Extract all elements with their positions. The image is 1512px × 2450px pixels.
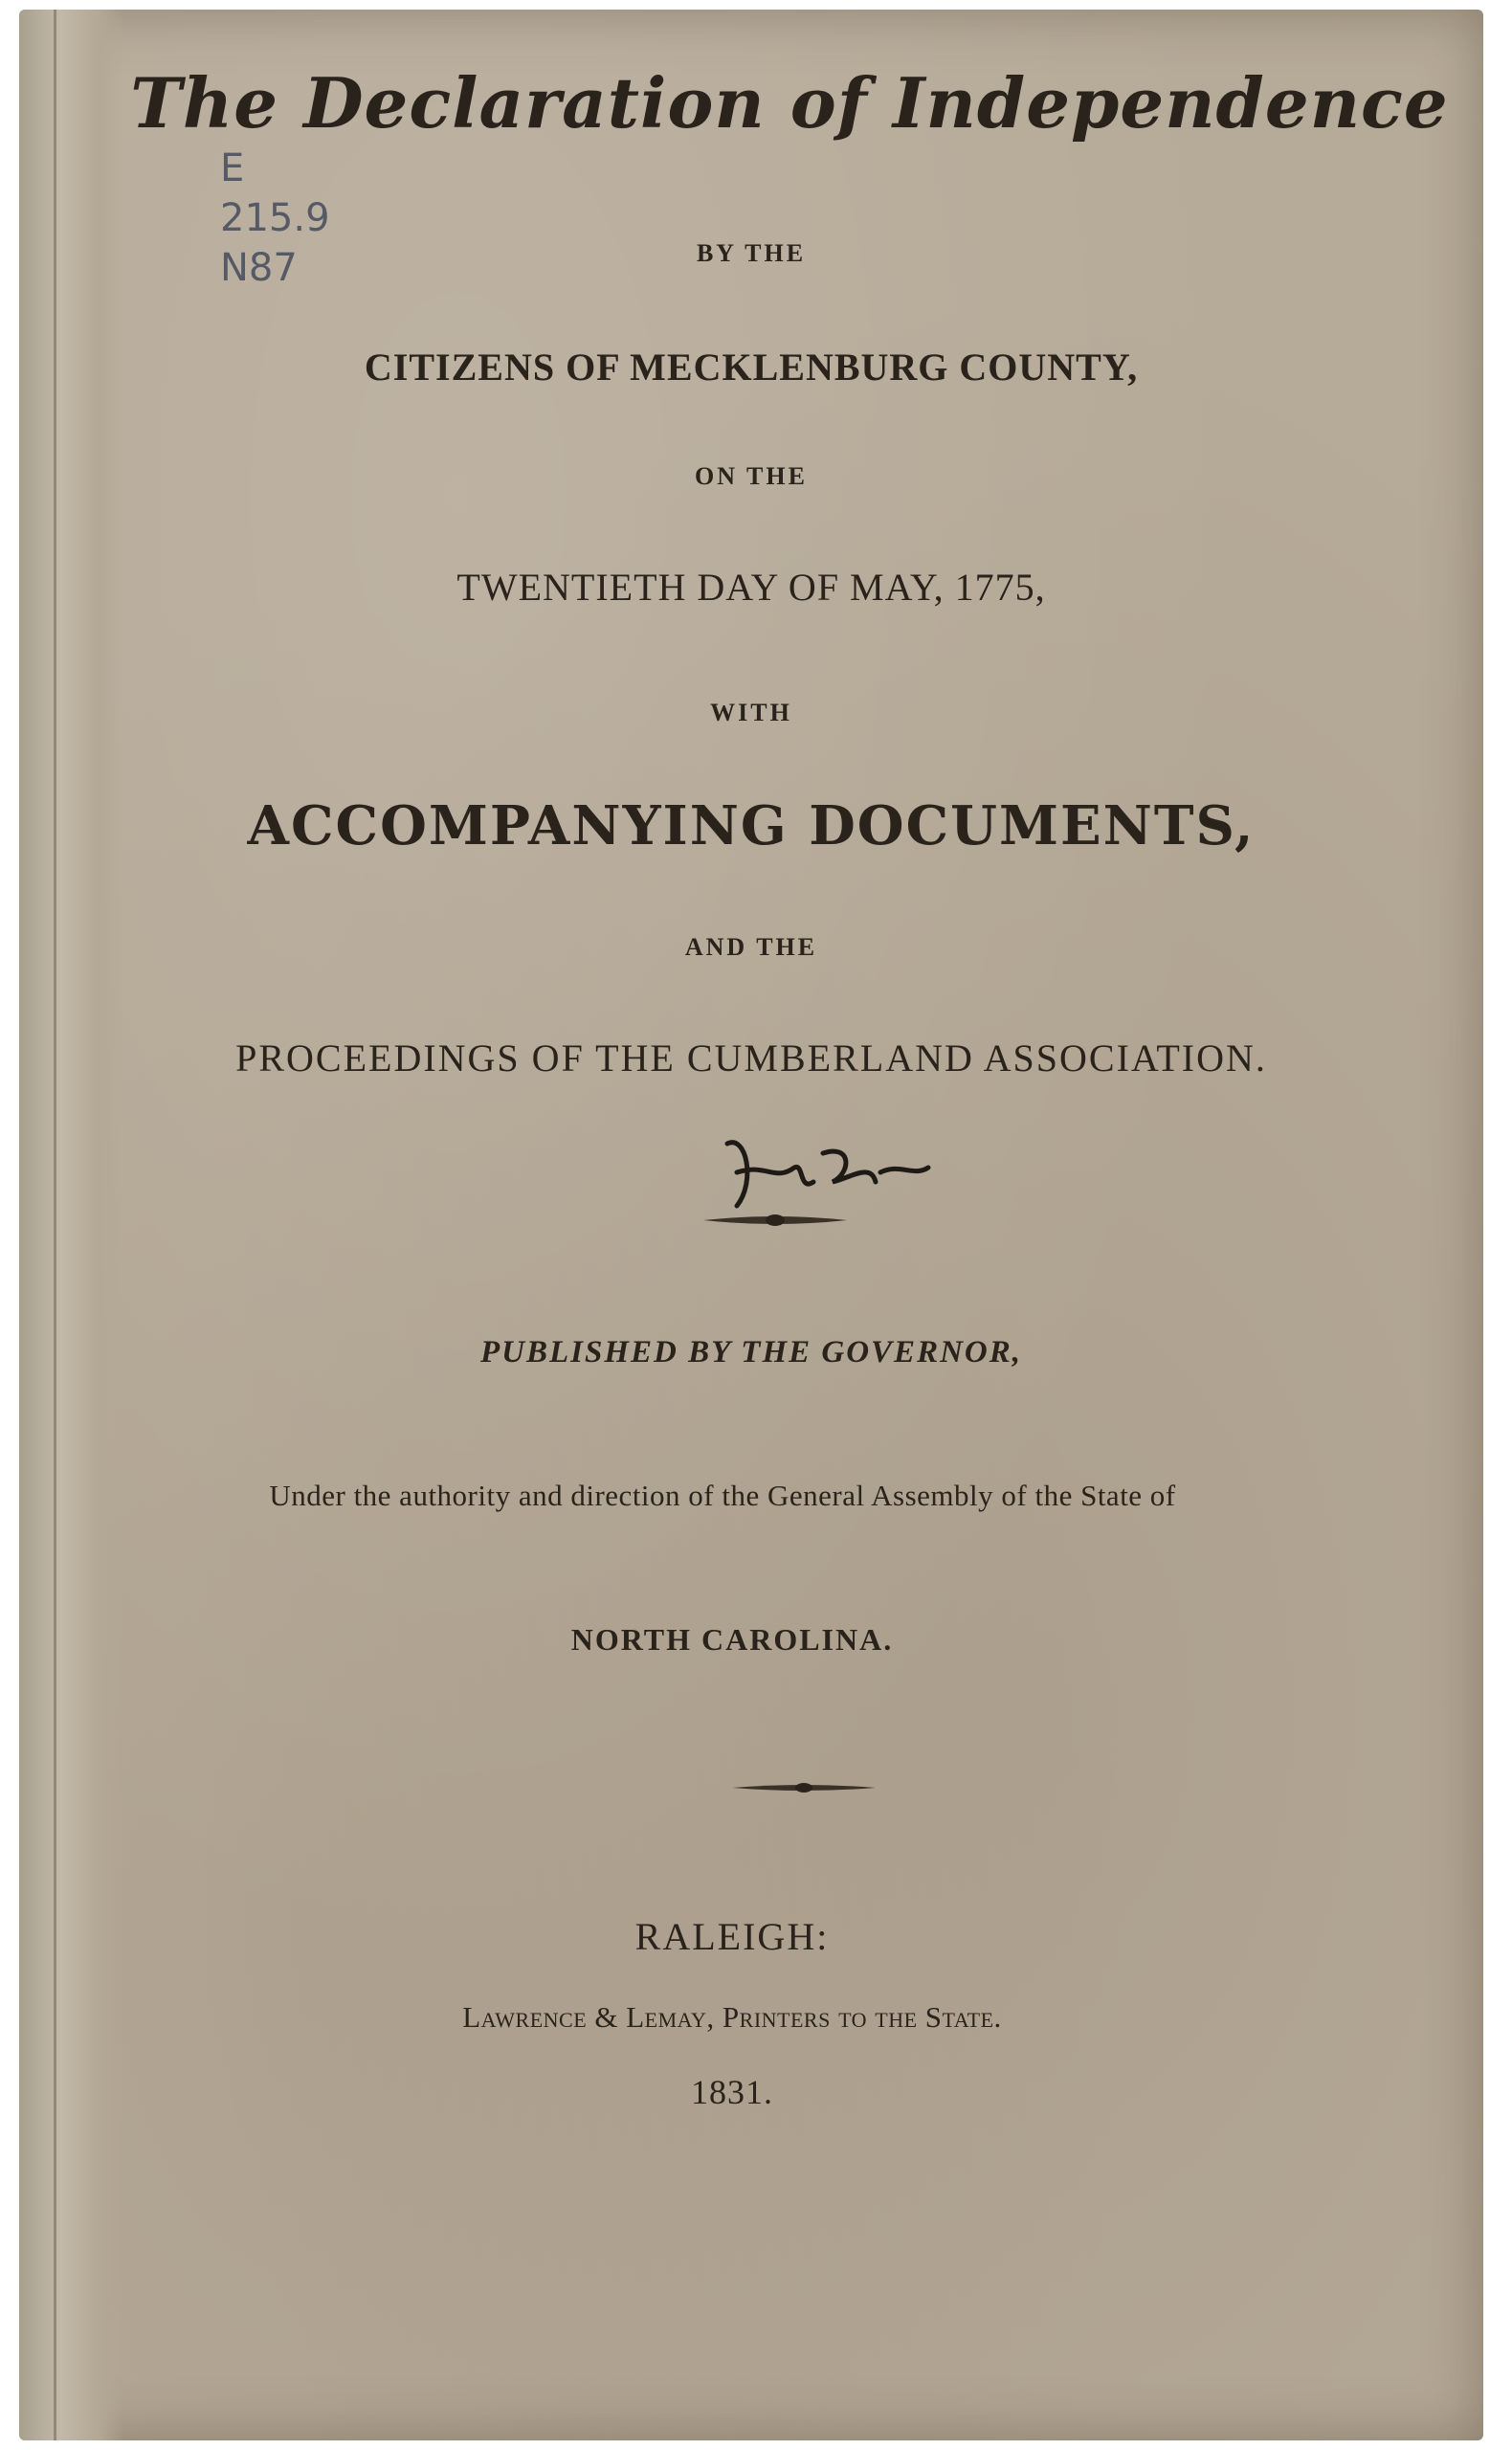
date-line: TWENTIETH DAY OF MAY, 1775, — [456, 566, 1046, 609]
and-the-text: AND THE — [684, 933, 818, 961]
citizens-heading: CITIZENS OF MECKLENBURG COUNTY, — [364, 345, 1139, 389]
call-number-line1: E — [220, 146, 245, 190]
ornament-rule-top — [703, 1211, 847, 1230]
ornament-rule-bottom — [732, 1780, 876, 1795]
printers-line: Lawrence & Lemay, Printers to the State. — [462, 2000, 1002, 2034]
title-page — [19, 10, 1483, 2440]
by-the-text: BY THE — [696, 239, 807, 267]
with-text: WITH — [710, 699, 792, 726]
published-by-text: PUBLISHED BY THE GOVERNOR, — [479, 1335, 1022, 1370]
on-the-text: ON THE — [695, 462, 808, 490]
call-number-line3: N87 — [220, 246, 298, 290]
place-name: RALEIGH: — [634, 1915, 830, 1958]
state-name: NORTH CAROLINA. — [570, 1622, 894, 1657]
call-number — [220, 144, 330, 293]
authority-text: Under the authority and direction of the General Assembly of the State of — [269, 1479, 1176, 1512]
call-number-line2: 215.9 — [220, 196, 330, 240]
accompanying-heading: ACCOMPANYING DOCUMENTS, — [247, 794, 1256, 858]
document-title: The Declaration of Independence — [130, 62, 1449, 144]
publication-year: 1831. — [691, 2073, 773, 2111]
proceedings-heading: PROCEEDINGS OF THE CUMBERLAND ASSOCIATION. — [235, 1036, 1267, 1080]
